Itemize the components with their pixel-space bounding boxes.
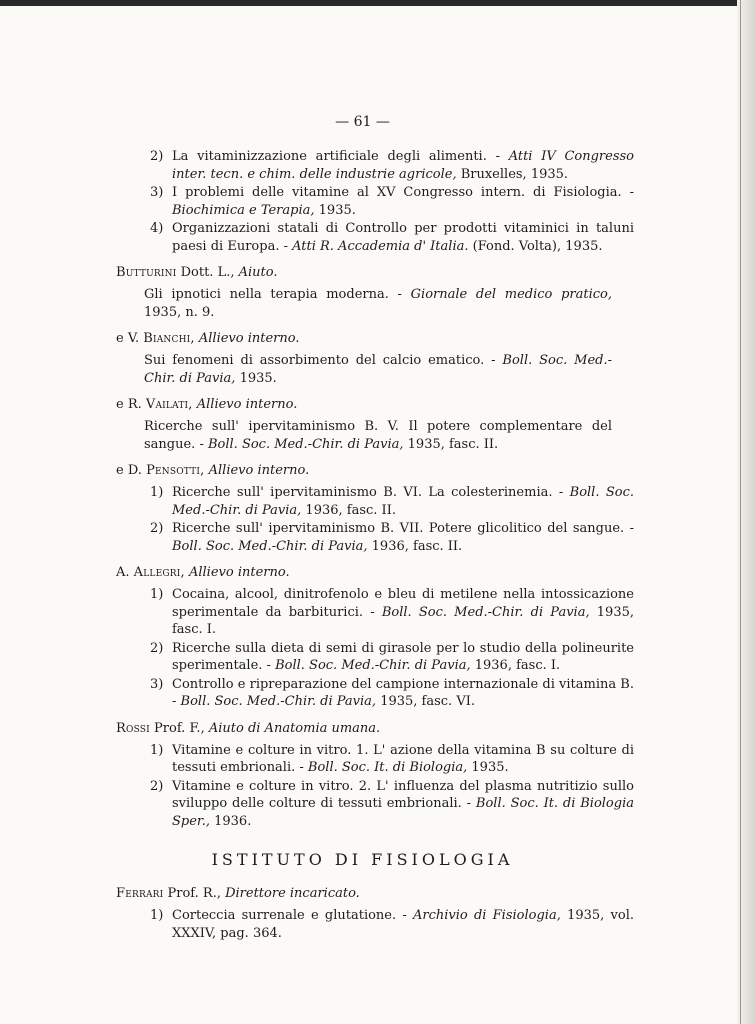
- publication-number: 1): [150, 908, 164, 923]
- author-role: Allievo interno.: [208, 463, 310, 478]
- author-line: [116, 396, 616, 414]
- publication-source: Boll. Soc. Med.-Chir. di Pavia,: [207, 436, 404, 452]
- publication-item: [150, 220, 634, 255]
- publication-title: La vitaminizzazione artificiale degli alimenti. -: [172, 149, 509, 164]
- publication-details: 1936, fasc. II.: [301, 502, 396, 518]
- publication-number: 1): [150, 587, 164, 602]
- publication-number: 2): [150, 149, 164, 164]
- publication-source: Atti IV Congresso inter. tecn. e chim. delle industrie agricole,: [172, 149, 635, 182]
- publication-title: Vitamine e colture in vitro. 1. L' azione della vitamina B su colture di tessuti embrionali. -: [172, 742, 634, 775]
- author-name: Ferrari: [116, 886, 164, 901]
- publication-details: 1936, fasc. I.: [470, 658, 561, 673]
- publication-details: 1936.: [209, 813, 252, 829]
- publication-title: Ricerche sull' ipervitaminismo B. VII. Potere glicolitico del sangue. -: [172, 521, 634, 536]
- author-name: Vailati,: [145, 397, 193, 412]
- author-title: Prof. F.,: [149, 720, 209, 736]
- author-prefix: A.: [116, 565, 134, 580]
- publication-source: Atti R. Accademia d' Italia.: [292, 238, 469, 254]
- publication-source: Boll. Soc. It. di Biologia Sper.,: [172, 796, 634, 829]
- publication-details: 1935.: [314, 202, 356, 218]
- publication-source: Biochimica e Terapia,: [172, 202, 315, 218]
- publication-details: 1935.: [235, 370, 277, 386]
- publication-item: [144, 418, 612, 453]
- author-role: Allievo interno.: [196, 397, 298, 412]
- author-name: Pensotti,: [146, 463, 205, 478]
- publication-title: Organizzazioni statali di Controllo per prodotti vitaminici in taluni paesi di Europa. -: [172, 221, 634, 254]
- author-title: Prof. R.,: [163, 886, 226, 901]
- publication-details: 1935, vol. XXXIV, pag. 364.: [172, 908, 634, 941]
- publication-number: 2): [150, 521, 164, 536]
- author-line: [116, 462, 616, 480]
- author-name: Bianchi,: [143, 331, 195, 346]
- publication-source: Boll. Soc. It. di Biologia,: [307, 760, 468, 775]
- author-line: [116, 264, 616, 282]
- publication-title: Ricerche sulla dieta di semi di girasole per lo studio della polineurite sperimentale. -: [172, 640, 634, 673]
- publication-source: Giornale del medico pratico,: [410, 287, 612, 302]
- publication-title: Ricerche sull' ipervitaminismo B. VI. La colesterinemia. -: [172, 485, 570, 500]
- publication-title: Vitamine e colture in vitro. 2. L' influenza del plasma nutritizio sullo sviluppo delle colture di tessuti embrionali. -: [172, 778, 634, 811]
- publication-source: Boll. Soc. Med.-Chir. di Pavia,: [180, 694, 377, 709]
- author-prefix: e V.: [116, 331, 144, 346]
- author-role: Direttore incaricato.: [225, 886, 360, 901]
- publication-details: 1935, fasc. VI.: [376, 694, 475, 709]
- publication-details: 1935, fasc. I.: [172, 604, 635, 637]
- author-name: Rossi: [116, 720, 150, 736]
- publication-number: 3): [150, 185, 164, 200]
- author-line: [116, 720, 616, 738]
- author-prefix: e R.: [116, 397, 146, 412]
- publication-item: [150, 586, 634, 639]
- publication-details: 1935.: [467, 760, 509, 775]
- publication-details: 1936, fasc. II.: [367, 538, 463, 554]
- publication-source: Boll. Soc. Med.-Chir. di Pavia,: [172, 485, 634, 518]
- author-role: Aiuto.: [238, 265, 278, 280]
- publication-item: [150, 742, 634, 777]
- publication-source: Boll. Soc. Med.-Chir. di Pavia,: [172, 538, 368, 554]
- publication-source: Boll. Soc. Med.-Chir. di Pavia,: [275, 658, 471, 673]
- author-line: [116, 330, 616, 348]
- author-role: Aiuto di Anatomia umana.: [208, 720, 381, 736]
- author-line: [116, 885, 616, 903]
- publication-details: 1935, fasc. II.: [403, 436, 499, 452]
- publication-details: (Fond. Volta), 1935.: [468, 238, 603, 254]
- publication-item: [150, 148, 634, 183]
- section-title: ISTITUTO DI FISIOLOGIA: [211, 850, 514, 869]
- publication-title: Corteccia surrenale e glutatione. -: [172, 908, 413, 923]
- publication-item: [144, 286, 612, 321]
- publication-number: 4): [150, 221, 164, 236]
- publication-item: [144, 352, 612, 387]
- author-title: Dott. L.,: [176, 265, 239, 280]
- author-prefix: e D.: [116, 463, 147, 478]
- publication-number: 3): [150, 676, 164, 692]
- publication-item: [150, 520, 634, 555]
- publication-title: Gli ipnotici nella terapia moderna. -: [144, 287, 411, 302]
- publication-source: Boll. Soc. Med.-Chir. di Pavia,: [381, 604, 590, 620]
- publication-title: Controllo e ripreparazione del campione internazionale di vitamina B. -: [172, 676, 634, 709]
- publication-source: Archivio di Fisiologia,: [412, 908, 561, 923]
- publication-title: Sui fenomeni di assorbimento del calcio ematico. -: [144, 353, 503, 368]
- publication-item: [150, 484, 634, 519]
- publication-title: Ricerche sull' ipervitaminismo B. V. Il potere complementare del sangue. -: [144, 419, 612, 452]
- publication-number: 1): [150, 742, 164, 758]
- publication-number: 2): [150, 640, 164, 656]
- author-name: Butturini: [116, 265, 177, 280]
- publication-item: [150, 640, 634, 675]
- publication-item: [150, 676, 634, 711]
- publication-item: [150, 907, 634, 942]
- author-role: Allievo interno.: [198, 331, 300, 346]
- publication-source: Boll. Soc. Med.-Chir. di Pavia,: [144, 353, 612, 386]
- page-number: — 61 —: [335, 114, 390, 130]
- author-line: [116, 564, 616, 582]
- publication-list: [0, 148, 755, 943]
- publication-item: [150, 778, 634, 831]
- publication-number: 1): [150, 485, 164, 500]
- publication-title: I problemi delle vitamine al XV Congresso intern. di Fisiologia. -: [172, 185, 634, 200]
- author-role: Allievo interno.: [188, 565, 290, 580]
- publication-number: 2): [150, 778, 164, 794]
- publication-title: Cocaina, alcool, dinitrofenolo e bleu di metilene nella intossicazione sperimentale da barbiturici. -: [172, 587, 634, 620]
- publication-item: [150, 184, 634, 219]
- publication-details: 1935, n. 9.: [144, 304, 215, 320]
- publication-details: Bruxelles, 1935.: [456, 166, 569, 182]
- scan-top-edge: [0, 0, 755, 6]
- author-name: Allegri,: [133, 565, 185, 580]
